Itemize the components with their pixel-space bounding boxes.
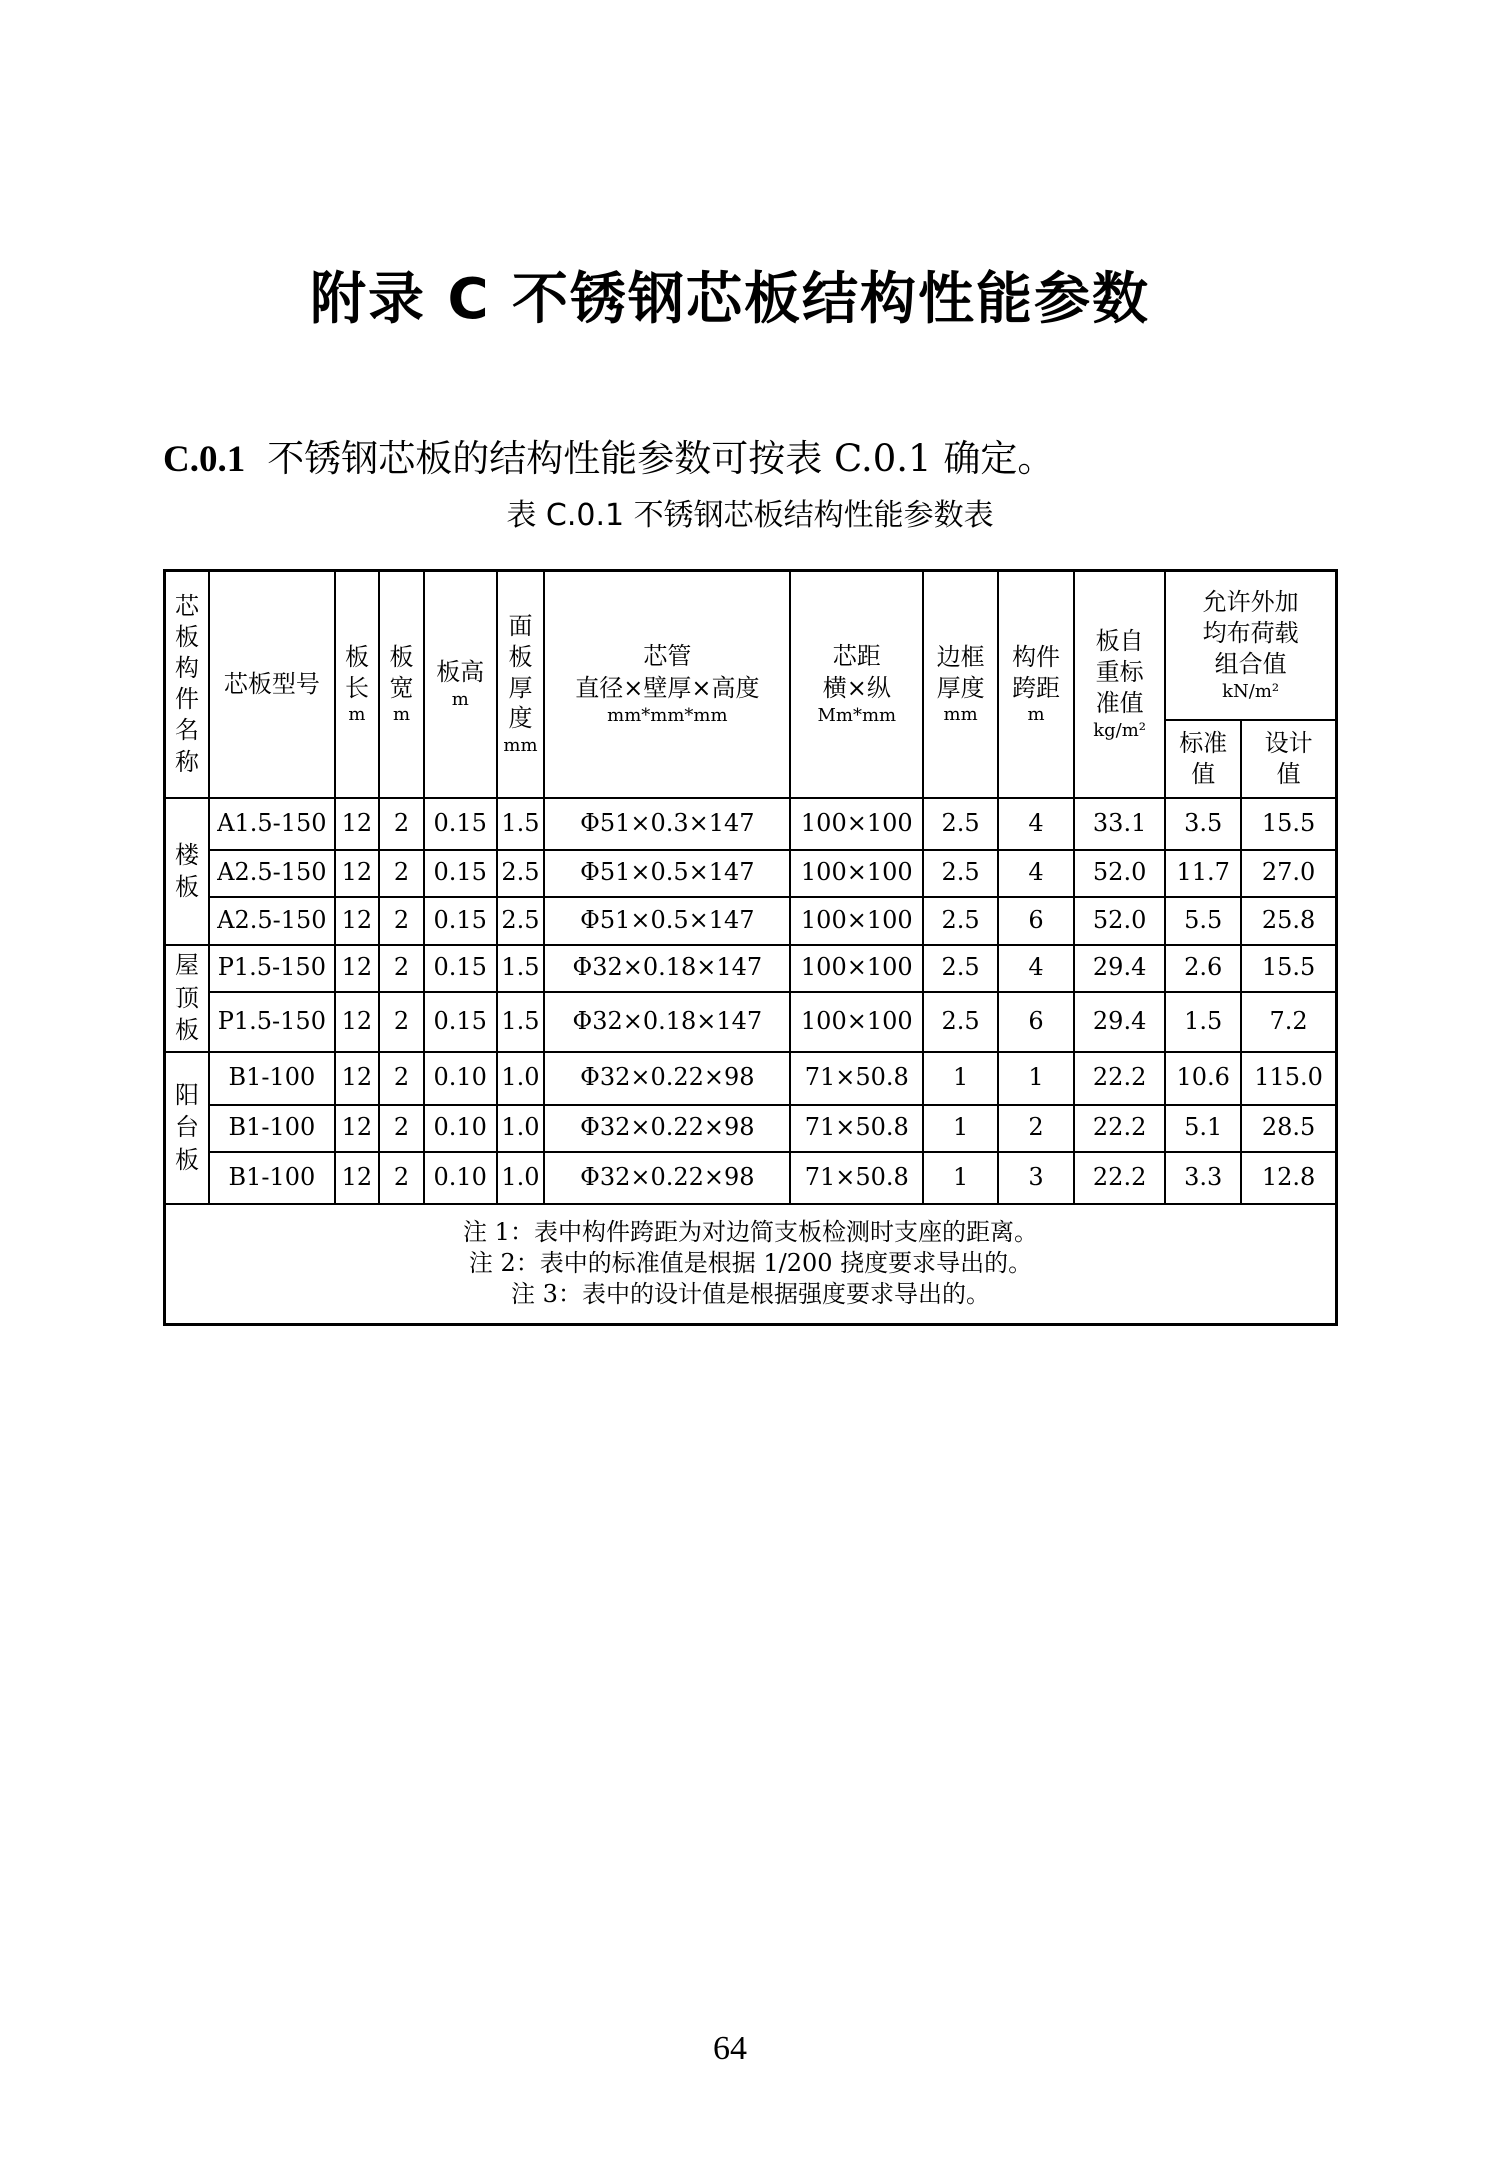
table-notes bbox=[165, 1204, 1337, 1325]
cell-core-tube: Φ32×0.22×98 bbox=[544, 1052, 790, 1105]
cell-model: A1.5-150 bbox=[209, 798, 335, 850]
notes-row bbox=[165, 1204, 1337, 1325]
header-self-weight bbox=[1074, 571, 1165, 798]
cell-design-value: 15.5 bbox=[1241, 798, 1336, 850]
note-line: 注 1：表中构件跨距为对边简支板检测时支座的距离。 bbox=[463, 1217, 1038, 1246]
cell-self-weight: 22.2 bbox=[1074, 1152, 1165, 1204]
cell-core-tube: Φ51×0.3×147 bbox=[544, 798, 790, 850]
cell-core-spacing: 71×50.8 bbox=[790, 1152, 923, 1204]
header-height-text: 板高 bbox=[436, 657, 485, 686]
cell-face-thickness: 2.5 bbox=[497, 897, 545, 945]
cell-frame-thickness: 2.5 bbox=[923, 897, 998, 945]
header-width-unit: m bbox=[392, 704, 411, 726]
cell-width: 2 bbox=[379, 1052, 424, 1105]
cell-standard-value: 5.1 bbox=[1165, 1105, 1241, 1152]
cell-self-weight: 52.0 bbox=[1074, 897, 1165, 945]
cell-length: 12 bbox=[335, 992, 380, 1052]
header-core-tube-dims: 直径×壁厚×高度 bbox=[575, 673, 760, 702]
cell-span: 4 bbox=[998, 945, 1074, 992]
cell-span: 6 bbox=[998, 897, 1074, 945]
cell-length: 12 bbox=[335, 1105, 380, 1152]
cell-design-value: 27.0 bbox=[1241, 850, 1336, 897]
cell-width: 2 bbox=[379, 850, 424, 897]
cell-frame-thickness: 2.5 bbox=[923, 798, 998, 850]
cell-height: 0.10 bbox=[424, 1052, 497, 1105]
header-component-name bbox=[165, 571, 210, 798]
table-row bbox=[165, 992, 1337, 1052]
cell-face-thickness: 1.5 bbox=[497, 992, 545, 1052]
cell-core-tube: Φ32×0.22×98 bbox=[544, 1152, 790, 1204]
header-length bbox=[335, 571, 380, 798]
header-core-spacing-title: 芯距 bbox=[832, 642, 881, 671]
table-row bbox=[165, 850, 1337, 897]
cell-frame-thickness: 1 bbox=[923, 1152, 998, 1204]
header-allowable-load bbox=[1165, 571, 1336, 720]
cell-length: 12 bbox=[335, 1152, 380, 1204]
header-core-tube bbox=[544, 571, 790, 798]
cell-core-spacing: 100×100 bbox=[790, 798, 923, 850]
cell-core-spacing: 100×100 bbox=[790, 945, 923, 992]
page-number: 64 bbox=[713, 2030, 747, 2067]
cell-design-value: 7.2 bbox=[1241, 992, 1336, 1052]
header-width-text: 板 宽 bbox=[389, 642, 414, 702]
cell-span: 3 bbox=[998, 1152, 1074, 1204]
cell-design-value: 25.8 bbox=[1241, 897, 1336, 945]
group-name-cell: 阳 台 板 bbox=[165, 1052, 210, 1204]
cell-face-thickness: 1.0 bbox=[497, 1052, 545, 1105]
clause-text: 不锈钢芯板的结构性能参数可按表 C.0.1 确定。 bbox=[267, 437, 1055, 480]
header-span-text: 构件 跨距 bbox=[1012, 642, 1061, 702]
cell-standard-value: 1.5 bbox=[1165, 992, 1241, 1052]
cell-span: 6 bbox=[998, 992, 1074, 1052]
cell-face-thickness: 1.5 bbox=[497, 945, 545, 992]
cell-design-value: 12.8 bbox=[1241, 1152, 1336, 1204]
cell-design-value: 115.0 bbox=[1241, 1052, 1336, 1105]
header-self-weight-unit: kg/m² bbox=[1093, 719, 1147, 741]
cell-core-spacing: 100×100 bbox=[790, 897, 923, 945]
cell-width: 2 bbox=[379, 1152, 424, 1204]
cell-frame-thickness: 2.5 bbox=[923, 945, 998, 992]
cell-model: A2.5-150 bbox=[209, 897, 335, 945]
group-name-cell: 屋 顶 板 bbox=[165, 945, 210, 1052]
header-width bbox=[379, 571, 424, 798]
cell-model: B1-100 bbox=[209, 1105, 335, 1152]
table-row bbox=[165, 945, 1337, 992]
cell-core-spacing: 71×50.8 bbox=[790, 1052, 923, 1105]
cell-face-thickness: 1.0 bbox=[497, 1105, 545, 1152]
header-length-unit: m bbox=[348, 704, 366, 726]
parameters-table bbox=[163, 569, 1338, 1326]
cell-self-weight: 29.4 bbox=[1074, 992, 1165, 1052]
cell-self-weight: 33.1 bbox=[1074, 798, 1165, 850]
cell-face-thickness: 1.0 bbox=[497, 1152, 545, 1204]
cell-frame-thickness: 1 bbox=[923, 1052, 998, 1105]
header-face-thickness bbox=[497, 571, 545, 798]
header-component-name-text: 芯 板 构 件 名 称 bbox=[175, 591, 200, 776]
page-title: 附录 C 不锈钢芯板结构性能参数 bbox=[309, 267, 1151, 332]
cell-model: B1-100 bbox=[209, 1052, 335, 1105]
cell-face-thickness: 2.5 bbox=[497, 850, 545, 897]
header-allowable-load-text: 允许外加 均布荷载 组合值 bbox=[1202, 588, 1299, 678]
header-core-spacing-dims: 横×纵 bbox=[822, 673, 891, 702]
cell-standard-value: 5.5 bbox=[1165, 897, 1241, 945]
cell-core-spacing: 71×50.8 bbox=[790, 1105, 923, 1152]
cell-design-value: 28.5 bbox=[1241, 1105, 1336, 1152]
cell-design-value: 15.5 bbox=[1241, 945, 1336, 992]
cell-self-weight: 52.0 bbox=[1074, 850, 1165, 897]
note-line: 注 2：表中的标准值是根据 1/200 挠度要求导出的。 bbox=[468, 1249, 1033, 1278]
cell-self-weight: 22.2 bbox=[1074, 1052, 1165, 1105]
header-span bbox=[998, 571, 1074, 798]
cell-height: 0.15 bbox=[424, 798, 497, 850]
cell-height: 0.15 bbox=[424, 945, 497, 992]
cell-frame-thickness: 2.5 bbox=[923, 850, 998, 897]
header-core-tube-unit: mm*mm*mm bbox=[607, 704, 728, 726]
cell-width: 2 bbox=[379, 992, 424, 1052]
cell-standard-value: 3.5 bbox=[1165, 798, 1241, 850]
cell-frame-thickness: 1 bbox=[923, 1105, 998, 1152]
table-row bbox=[165, 1152, 1337, 1204]
cell-height: 0.10 bbox=[424, 1105, 497, 1152]
cell-span: 2 bbox=[998, 1105, 1074, 1152]
header-span-unit: m bbox=[1027, 704, 1045, 726]
cell-standard-value: 3.3 bbox=[1165, 1152, 1241, 1204]
header-face-thickness-unit: mm bbox=[503, 734, 538, 756]
header-height bbox=[424, 571, 497, 798]
header-frame-thickness-text: 边框 厚度 bbox=[936, 642, 985, 702]
cell-span: 4 bbox=[998, 798, 1074, 850]
cell-span: 1 bbox=[998, 1052, 1074, 1105]
cell-core-tube: Φ51×0.5×147 bbox=[544, 850, 790, 897]
cell-height: 0.15 bbox=[424, 850, 497, 897]
table-caption: 表 C.0.1 不锈钢芯板结构性能参数表 bbox=[506, 498, 994, 533]
cell-face-thickness: 1.5 bbox=[497, 798, 545, 850]
cell-core-spacing: 100×100 bbox=[790, 992, 923, 1052]
cell-core-tube: Φ51×0.5×147 bbox=[544, 897, 790, 945]
cell-model: B1-100 bbox=[209, 1152, 335, 1204]
header-design-value bbox=[1241, 720, 1336, 798]
header-standard-value-text: 标准 值 bbox=[1179, 728, 1228, 788]
group-name-cell: 楼 板 bbox=[165, 798, 210, 945]
cell-standard-value: 11.7 bbox=[1165, 850, 1241, 897]
header-model: 芯板型号 bbox=[209, 571, 335, 798]
table-row bbox=[165, 1105, 1337, 1152]
cell-self-weight: 22.2 bbox=[1074, 1105, 1165, 1152]
cell-height: 0.15 bbox=[424, 897, 497, 945]
note-line: 注 3：表中的设计值是根据强度要求导出的。 bbox=[511, 1280, 990, 1309]
cell-width: 2 bbox=[379, 798, 424, 850]
cell-width: 2 bbox=[379, 897, 424, 945]
table-row bbox=[165, 1052, 1337, 1105]
header-row bbox=[165, 571, 1337, 720]
cell-standard-value: 2.6 bbox=[1165, 945, 1241, 992]
header-frame-thickness-unit: mm bbox=[943, 704, 978, 726]
cell-self-weight: 29.4 bbox=[1074, 945, 1165, 992]
cell-width: 2 bbox=[379, 1105, 424, 1152]
header-core-spacing bbox=[790, 571, 923, 798]
cell-core-tube: Φ32×0.18×147 bbox=[544, 992, 790, 1052]
table-row bbox=[165, 798, 1337, 850]
clause-number: C.0.1 bbox=[163, 439, 246, 480]
cell-standard-value: 10.6 bbox=[1165, 1052, 1241, 1105]
cell-height: 0.15 bbox=[424, 992, 497, 1052]
header-core-spacing-unit: Mm*mm bbox=[817, 704, 897, 726]
header-face-thickness-text: 面 板 厚 度 bbox=[508, 612, 533, 733]
cell-model: P1.5-150 bbox=[209, 992, 335, 1052]
cell-frame-thickness: 2.5 bbox=[923, 992, 998, 1052]
cell-length: 12 bbox=[335, 897, 380, 945]
cell-core-tube: Φ32×0.22×98 bbox=[544, 1105, 790, 1152]
clause-paragraph bbox=[163, 428, 1054, 482]
header-allowable-load-unit: kN/m² bbox=[1222, 680, 1280, 702]
table-row bbox=[165, 897, 1337, 945]
header-design-value-text: 设计 值 bbox=[1264, 728, 1313, 788]
cell-length: 12 bbox=[335, 798, 380, 850]
cell-core-spacing: 100×100 bbox=[790, 850, 923, 897]
cell-span: 4 bbox=[998, 850, 1074, 897]
cell-model: P1.5-150 bbox=[209, 945, 335, 992]
cell-length: 12 bbox=[335, 850, 380, 897]
header-length-text: 板 长 bbox=[344, 642, 369, 702]
cell-length: 12 bbox=[335, 945, 380, 992]
cell-width: 2 bbox=[379, 945, 424, 992]
header-core-tube-title: 芯管 bbox=[643, 642, 692, 671]
cell-core-tube: Φ32×0.18×147 bbox=[544, 945, 790, 992]
header-standard-value bbox=[1165, 720, 1241, 798]
cell-height: 0.10 bbox=[424, 1152, 497, 1204]
cell-length: 12 bbox=[335, 1052, 380, 1105]
header-height-unit: m bbox=[451, 689, 469, 711]
header-self-weight-text: 板自 重标 准值 bbox=[1095, 627, 1144, 717]
cell-model: A2.5-150 bbox=[209, 850, 335, 897]
header-frame-thickness bbox=[923, 571, 998, 798]
